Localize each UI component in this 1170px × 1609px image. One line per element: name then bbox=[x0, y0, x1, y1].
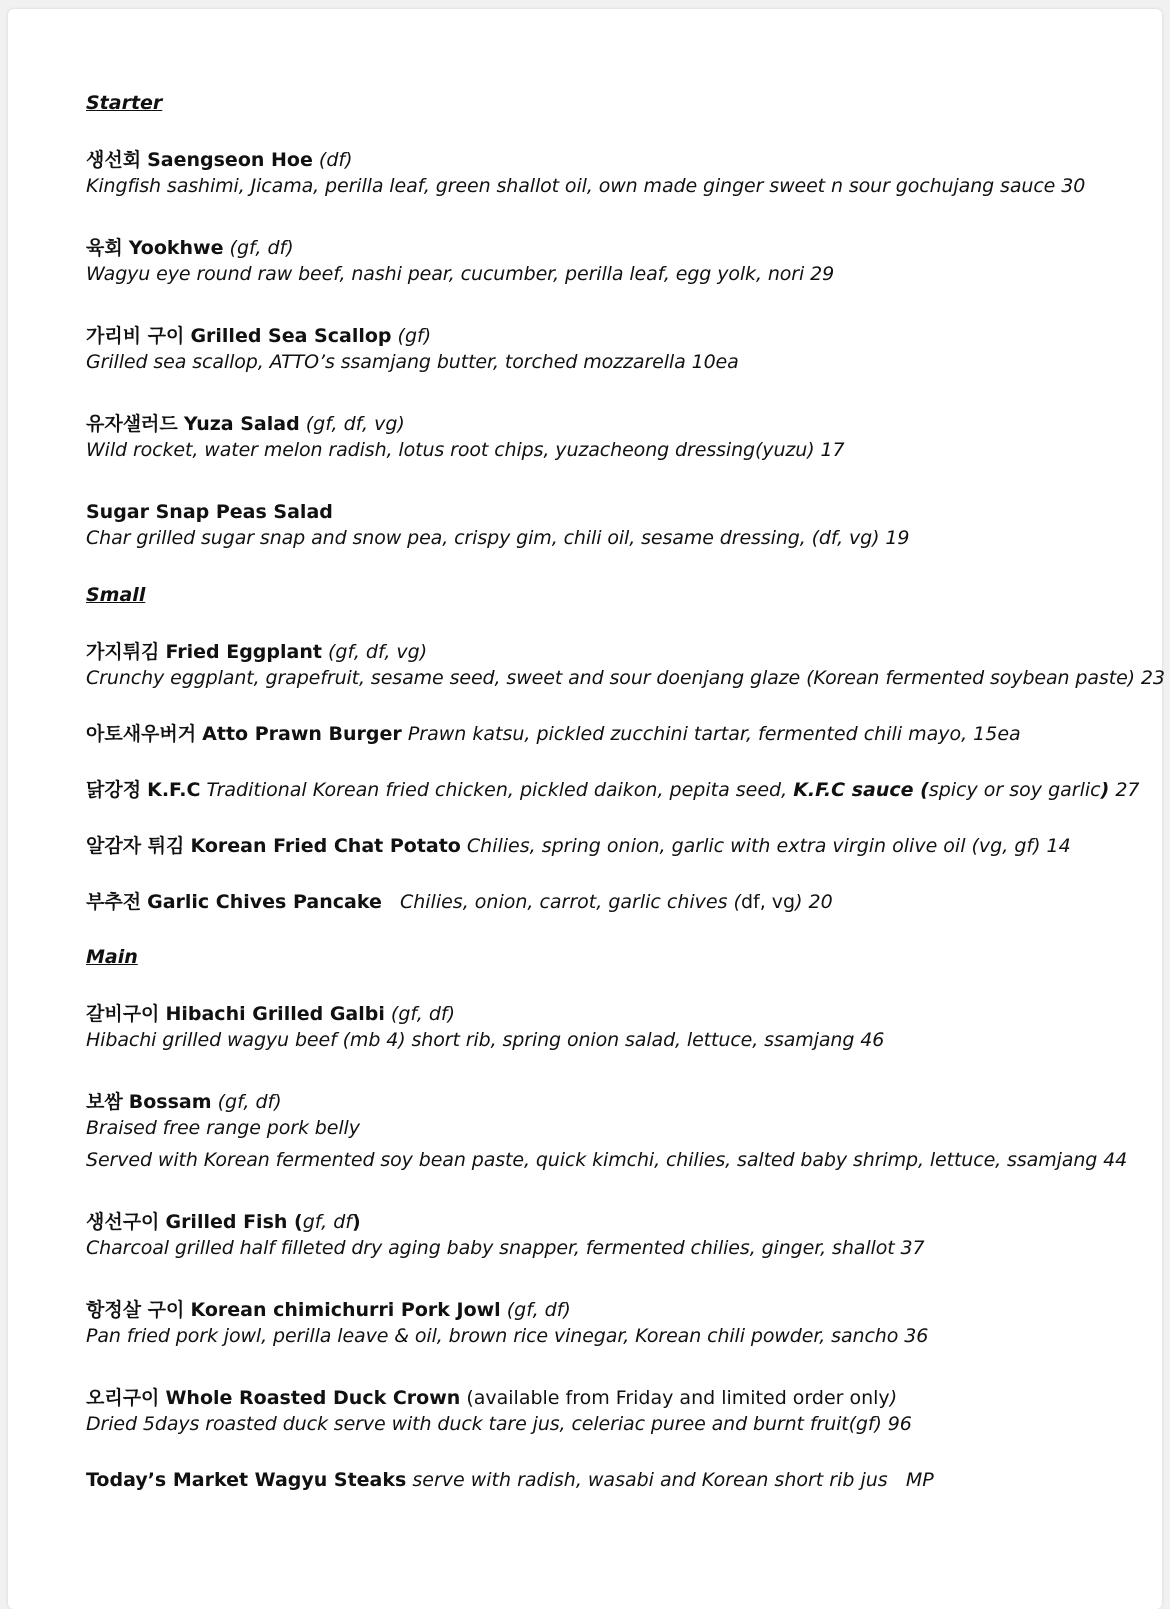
item-dietary-tags: gf, df bbox=[302, 1211, 352, 1233]
item-english-name: Bossam bbox=[128, 1091, 212, 1113]
section-title-starter: Starter bbox=[86, 92, 163, 114]
menu-item-fried-eggplant bbox=[86, 639, 1165, 691]
item-description: Chilies, spring onion, garlic with extra virgin olive oil (vg, gf) 14 bbox=[466, 835, 1071, 857]
menu-item-garlic-chives-pancake bbox=[86, 889, 1156, 915]
item-english-name: Yuza Salad bbox=[183, 413, 300, 435]
item-korean-name: 갈비구이 bbox=[86, 1003, 160, 1025]
item-dietary-tags: (gf, df) bbox=[506, 1299, 571, 1321]
item-description: Grilled sea scallop, ATTO’s ssamjang butter, torched mozzarella 10ea bbox=[86, 351, 739, 373]
desc-sauce-options: spicy or soy garlic bbox=[928, 779, 1101, 801]
item-description-served-with: Served with Korean fermented soy bean paste, quick kimchi, chilies, salted baby shrimp, lettuce, ssamjang 44 bbox=[86, 1149, 1128, 1171]
menu-item-hibachi-grilled-galbi bbox=[86, 1001, 1156, 1053]
item-korean-name: 항정살 구이 bbox=[86, 1299, 185, 1321]
item-description: Braised free range pork belly bbox=[86, 1117, 360, 1139]
item-english-name: Garlic Chives Pancake bbox=[147, 891, 382, 913]
menu-item-bossam bbox=[86, 1089, 1156, 1173]
item-english-name: Whole Roasted Duck Crown bbox=[165, 1387, 461, 1409]
menu-item-korean-fried-chat-potato bbox=[86, 833, 1156, 859]
item-dietary-tags: (gf, df, vg) bbox=[328, 641, 428, 663]
item-korean-name: 알감자 튀김 bbox=[86, 835, 185, 857]
desc-close-paren: ) bbox=[1100, 779, 1110, 801]
item-description: Char grilled sugar snap and snow pea, crispy gim, chili oil, sesame dressing, (df, vg) 19 bbox=[86, 527, 910, 549]
desc-part: Traditional Korean fried chicken, pickled daikon, pepita seed, bbox=[206, 779, 788, 801]
menu-item-chimichurri-pork-jowl bbox=[86, 1297, 1156, 1349]
item-description bbox=[206, 779, 1139, 801]
item-description: Wild rocket, water melon radish, lotus root chips, yuzacheong dressing(yuzu) 17 bbox=[86, 439, 845, 461]
item-english-name: Grilled Fish ( bbox=[165, 1211, 303, 1233]
menu-item-kfc bbox=[86, 777, 1156, 803]
desc-part: Chilies, onion, carrot, garlic chives ( bbox=[399, 891, 741, 913]
item-description: Dried 5days roasted duck serve with duck tare jus, celeriac puree and burnt fruit(gf) 96 bbox=[86, 1413, 912, 1435]
item-korean-name: 닭강정 bbox=[86, 779, 142, 801]
item-dietary-tags: (gf) bbox=[397, 325, 432, 347]
menu-content bbox=[86, 91, 1165, 1493]
item-dietary-tags: (gf, df) bbox=[217, 1091, 282, 1113]
item-dietary-tags: (df) bbox=[318, 149, 353, 171]
menu-item-saengseon-hoe bbox=[86, 147, 1156, 199]
section-title-small: Small bbox=[86, 584, 146, 606]
item-korean-name: 가리비 구이 bbox=[86, 325, 185, 347]
item-description: Charcoal grilled half filleted dry aging baby snapper, fermented chilies, ginger, shallot 37 bbox=[86, 1237, 925, 1259]
item-dietary-tags: (gf, df) bbox=[229, 237, 294, 259]
menu-item-atto-prawn-burger bbox=[86, 721, 1156, 747]
item-english-name: Korean chimichurri Pork Jowl bbox=[190, 1299, 501, 1321]
item-description: Kingfish sashimi, Jicama, perilla leaf, green shallot oil, own made ginger sweet n sour gochujang sauce 30 bbox=[86, 175, 1086, 197]
item-price: MP bbox=[905, 1469, 934, 1491]
item-description: Prawn katsu, pickled zucchini tartar, fermented chili mayo, 15ea bbox=[407, 723, 1021, 745]
item-dietary-tags: (gf, df) bbox=[390, 1003, 455, 1025]
item-english-name: Sugar Snap Peas Salad bbox=[86, 501, 333, 523]
item-availability-note: (available from Friday and limited order only bbox=[466, 1387, 890, 1409]
item-description: Crunchy eggplant, grapefruit, sesame seed, sweet and sour doenjang glaze (Korean fermented soybean paste) 23 bbox=[86, 667, 1165, 689]
item-english-name: Fried Eggplant bbox=[165, 641, 322, 663]
item-description: Pan fried pork jowl, perilla leave & oil, brown rice vinegar, Korean chili powder, sancho 36 bbox=[86, 1325, 929, 1347]
desc-sauce-name: K.F.C sauce ( bbox=[793, 779, 929, 801]
item-korean-name: 생선구이 bbox=[86, 1211, 160, 1233]
item-description: Hibachi grilled wagyu beef (mb 4) short rib, spring onion salad, lettuce, ssamjang 46 bbox=[86, 1029, 885, 1051]
item-description: Wagyu eye round raw beef, nashi pear, cucumber, perilla leaf, egg yolk, nori 29 bbox=[86, 263, 835, 285]
menu-item-grilled-sea-scallop bbox=[86, 323, 1156, 375]
item-english-name: Hibachi Grilled Galbi bbox=[165, 1003, 385, 1025]
menu-item-market-wagyu-steaks bbox=[86, 1467, 1156, 1493]
item-korean-name: 보쌈 bbox=[86, 1091, 123, 1113]
item-korean-name: 육회 bbox=[86, 237, 123, 259]
item-english-name: Saengseon Hoe bbox=[147, 149, 313, 171]
item-description: serve with radish, wasabi and Korean short rib jus bbox=[412, 1469, 888, 1491]
item-korean-name: 유자샐러드 bbox=[86, 413, 178, 435]
item-close-paren: ) bbox=[351, 1211, 361, 1233]
item-korean-name: 아토새우버거 bbox=[86, 723, 197, 745]
item-korean-name: 가지튀김 bbox=[86, 641, 160, 663]
item-korean-name: 생선회 bbox=[86, 149, 142, 171]
item-dietary-tags: (gf, df, vg) bbox=[305, 413, 405, 435]
menu-item-yookhwe bbox=[86, 235, 1156, 287]
item-description bbox=[400, 891, 833, 913]
item-english-name: Atto Prawn Burger bbox=[202, 723, 402, 745]
menu-item-whole-roasted-duck-crown bbox=[86, 1385, 1156, 1437]
desc-price: ) 20 bbox=[795, 891, 833, 913]
item-english-name: K.F.C bbox=[147, 779, 201, 801]
item-english-name: Grilled Sea Scallop bbox=[190, 325, 392, 347]
item-korean-name: 오리구이 bbox=[86, 1387, 160, 1409]
section-title-main: Main bbox=[86, 946, 138, 968]
desc-price: 27 bbox=[1109, 779, 1140, 801]
item-english-name: Yookhwe bbox=[128, 237, 224, 259]
desc-dietary-tags: df, vg bbox=[740, 891, 796, 913]
item-english-name: Today’s Market Wagyu Steaks bbox=[86, 1469, 407, 1491]
menu-item-grilled-fish bbox=[86, 1209, 1156, 1261]
menu-item-yuza-salad bbox=[86, 411, 1156, 463]
item-english-name: Korean Fried Chat Potato bbox=[190, 835, 461, 857]
menu-item-sugar-snap-peas-salad bbox=[86, 499, 1156, 551]
menu-page bbox=[8, 9, 1165, 1609]
item-close-paren: ) bbox=[889, 1387, 898, 1409]
item-korean-name: 부추전 bbox=[86, 891, 142, 913]
